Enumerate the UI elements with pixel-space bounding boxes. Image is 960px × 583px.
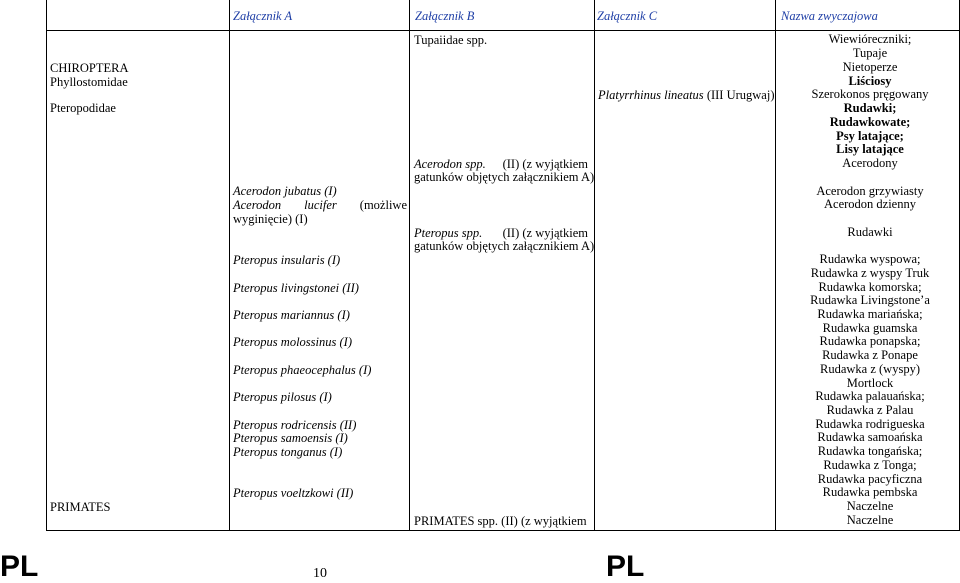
common-name: Rudawka Livingstone’a: [810, 293, 930, 307]
species-pteropus-pilosus: Pteropus pilosus (I): [233, 390, 332, 404]
common-name: Rudawka rodrigueska: [815, 417, 925, 431]
common-name: Mortlock: [846, 376, 894, 390]
common-name: Psy latające;: [836, 129, 904, 143]
taxon-acerodon-spp-note: (II) (z wyjątkiem: [502, 157, 588, 171]
country-mark-left: PL: [0, 550, 39, 583]
taxon-primates-spp: PRIMATES spp. (II) (z wyjątkiem: [414, 514, 587, 528]
column-divider: [594, 0, 595, 530]
species-pteropus-voeltzkowi: Pteropus voeltzkowi (II): [233, 486, 354, 500]
column-divider: [409, 0, 410, 530]
common-name: Rudawka samoańska: [817, 430, 923, 444]
species-pteropus-phaeocephalus: Pteropus phaeocephalus (I): [233, 363, 372, 377]
common-name: Naczelne: [846, 513, 894, 527]
table-border-bottom: [46, 530, 960, 531]
species-pteropus-insularis: Pteropus insularis (I): [233, 253, 341, 267]
country-mark-right: PL: [606, 550, 645, 583]
common-name: Szerokonos pręgowany: [811, 87, 929, 101]
species-acerodon-lucifer: [233, 198, 407, 212]
order-primates: PRIMATES: [50, 500, 111, 514]
species-acerodon-lucifer-note-cont: wyginięcie) (I): [233, 212, 308, 226]
common-name: Rudawkowate;: [829, 115, 911, 129]
common-name: Wiewióreczniki;: [828, 32, 912, 46]
common-name: Rudawka guamska: [822, 321, 918, 335]
family-phyllostomidae: Phyllostomidae: [50, 75, 128, 89]
species-pteropus-rodricensis: Pteropus rodricensis (II): [233, 418, 357, 432]
common-name: Lisy latające: [836, 142, 904, 156]
species-acerodon-lucifer-epithet: lucifer: [304, 198, 337, 212]
species-platyrrhinus-lineatus-name: Platyrrhinus lineatus: [598, 88, 704, 102]
taxon-acerodon-spp-note-cont: gatunków objętych załącznikiem A): [414, 170, 595, 184]
taxon-pteropus-spp-note-cont: gatunków objętych załącznikiem A): [414, 239, 595, 253]
common-name: Naczelne: [846, 499, 894, 513]
species-platyrrhinus-lineatus: [598, 88, 775, 102]
species-acerodon-lucifer-note: (możliwe: [359, 198, 407, 212]
common-name: Nietoperze: [842, 60, 898, 74]
family-pteropodidae: Pteropodidae: [50, 101, 116, 115]
species-pteropus-tonganus: Pteropus tonganus (I): [233, 445, 343, 459]
species-platyrrhinus-lineatus-note: (III Urugwaj): [706, 88, 775, 102]
header-divider: [46, 30, 960, 31]
common-name: Tupaje: [852, 46, 888, 60]
common-name: Acerodony: [842, 156, 898, 170]
common-name: Rudawki;: [843, 101, 897, 115]
common-name: Acerodon grzywiasty: [816, 184, 924, 198]
species-pteropus-molossinus: Pteropus molossinus (I): [233, 335, 352, 349]
common-name: Rudawka mariańska;: [817, 307, 923, 321]
species-pteropus-livingstonei: Pteropus livingstonei (II): [233, 281, 359, 295]
taxon-tupaiidae: Tupaiidae spp.: [414, 33, 488, 47]
taxon-pteropus-spp-note: (II) (z wyjątkiem: [502, 226, 588, 240]
taxon-pteropus-spp: [414, 226, 588, 240]
taxon-acerodon-spp: [414, 157, 588, 171]
species-pteropus-mariannus: Pteropus mariannus (I): [233, 308, 350, 322]
common-name: Rudawka pembska: [822, 485, 918, 499]
common-name: Rudawka z Palau: [826, 403, 914, 417]
common-name: Rudawka ponapska;: [819, 334, 921, 348]
taxon-acerodon-spp-name: Acerodon spp.: [414, 157, 486, 171]
species-pteropus-samoensis: Pteropus samoensis (I): [233, 431, 348, 445]
table-border-left: [46, 0, 47, 530]
header-annex-b: Załącznik B: [415, 9, 475, 23]
common-name: Rudawka pacyficzna: [817, 472, 923, 486]
common-name: Rudawka z wyspy Truk: [810, 266, 930, 280]
order-chiroptera: CHIROPTERA: [50, 61, 129, 75]
common-name: Rudawki: [847, 225, 893, 239]
common-name: Rudawka wyspowa;: [819, 252, 921, 266]
header-annex-c: Załącznik C: [597, 9, 658, 23]
common-name: Acerodon dzienny: [824, 197, 916, 211]
common-name: Rudawka tongańska;: [817, 444, 923, 458]
taxon-pteropus-spp-name: Pteropus spp.: [414, 226, 483, 240]
species-acerodon-jubatus: Acerodon jubatus (I): [233, 184, 337, 198]
common-name: Rudawka palauańska;: [815, 389, 925, 403]
common-name: Liściosy: [848, 74, 892, 88]
species-acerodon-lucifer-genus: Acerodon: [233, 198, 282, 212]
common-name: Rudawka z (wyspy): [820, 362, 920, 376]
header-annex-a: Załącznik A: [233, 9, 293, 23]
common-name: Rudawka komorska;: [818, 280, 922, 294]
page-number: 10: [313, 566, 327, 581]
header-common-name: Nazwa zwyczajowa: [781, 9, 878, 23]
column-divider: [229, 0, 230, 530]
common-name: Rudawka z Tonga;: [823, 458, 917, 472]
common-name: Rudawka z Ponape: [822, 348, 918, 362]
